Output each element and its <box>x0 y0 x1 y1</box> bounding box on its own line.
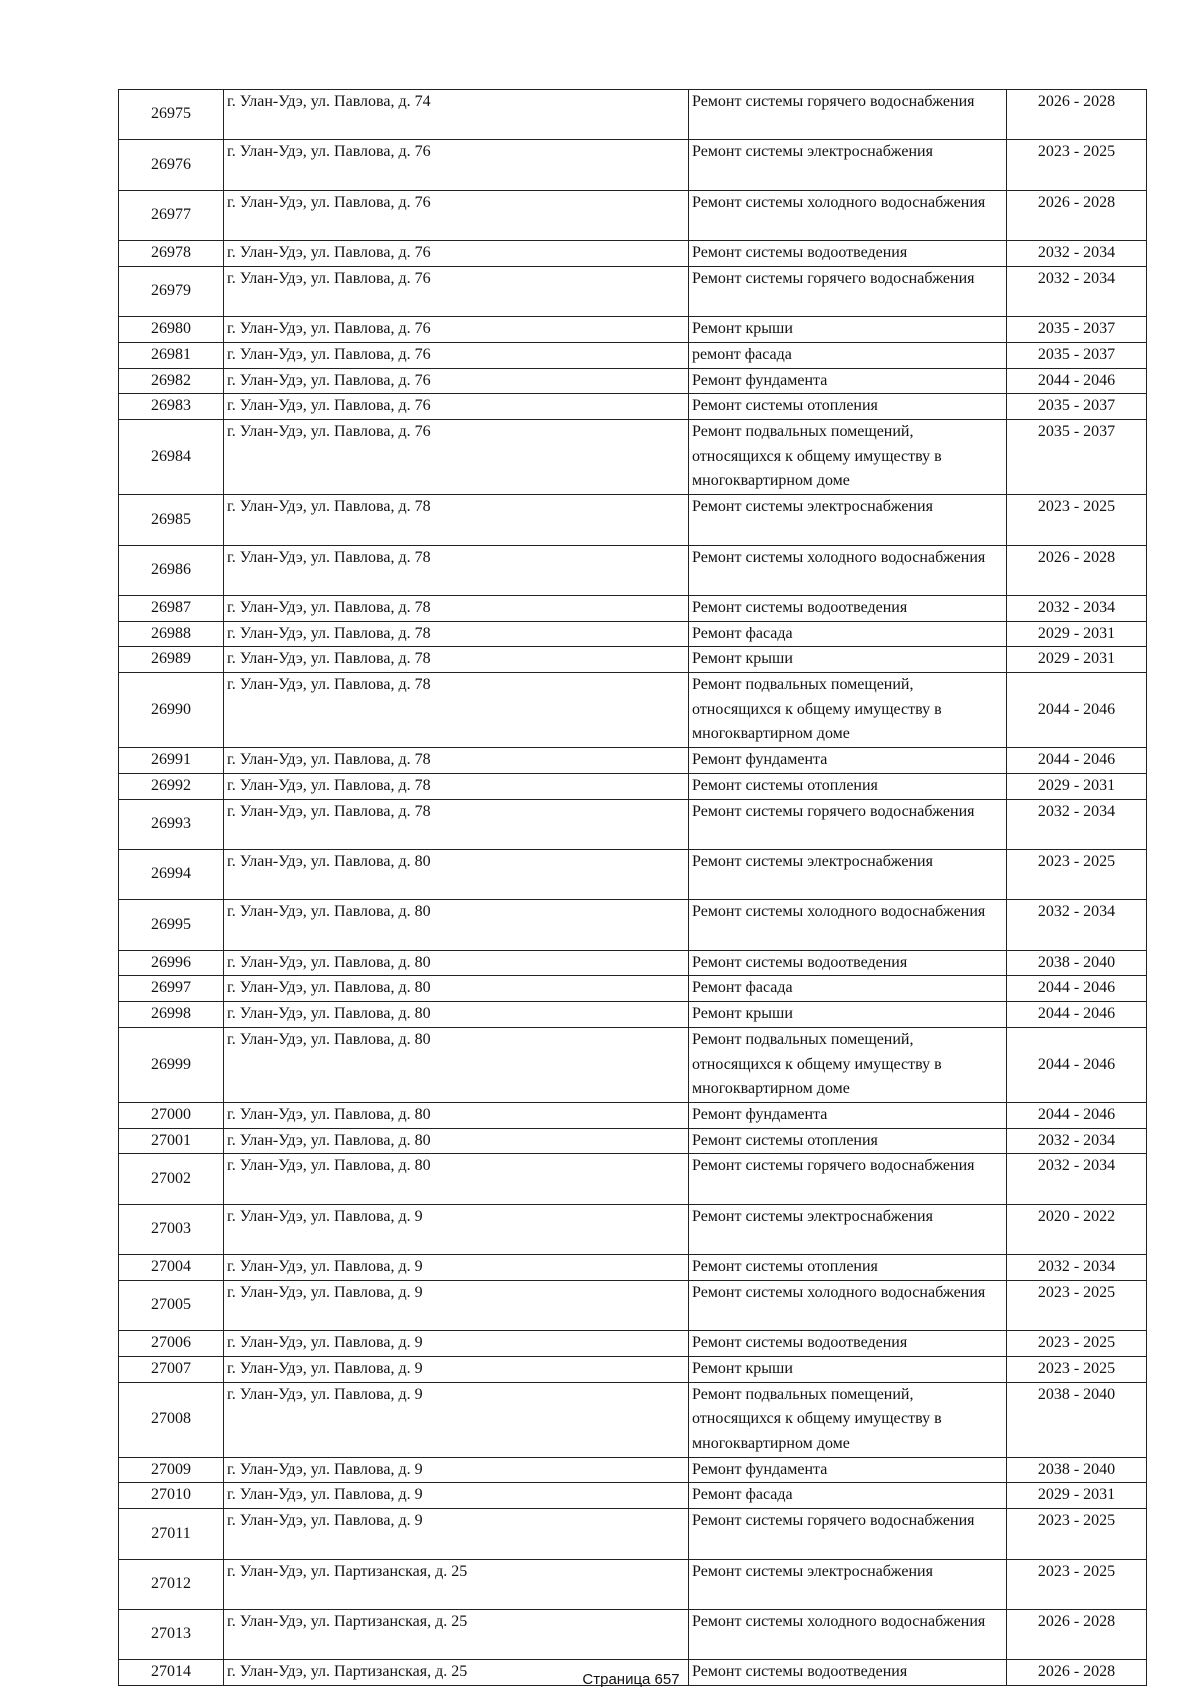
work-type-cell: Ремонт системы электроснабжения <box>689 849 1007 899</box>
period-cell: 2032 - 2034 <box>1007 1128 1147 1154</box>
address-cell: г. Улан-Удэ, ул. Павлова, д. 78 <box>224 647 689 673</box>
table-row <box>119 950 1147 976</box>
period-cell: 2044 - 2046 <box>1007 1027 1147 1102</box>
table-row <box>119 621 1147 647</box>
work-type-cell: Ремонт фундамента <box>689 748 1007 774</box>
table-row <box>119 1483 1147 1509</box>
table-row <box>119 420 1147 495</box>
period-cell: 2020 - 2022 <box>1007 1204 1147 1254</box>
period-cell: 2023 - 2025 <box>1007 1559 1147 1609</box>
row-number: 26981 <box>119 342 224 368</box>
period-cell: 2023 - 2025 <box>1007 1280 1147 1330</box>
period-cell: 2023 - 2025 <box>1007 140 1147 190</box>
row-number: 26997 <box>119 976 224 1002</box>
address-cell: г. Улан-Удэ, ул. Партизанская, д. 25 <box>224 1660 689 1686</box>
capital-repair-table <box>118 89 1147 1686</box>
address-cell: г. Улан-Удэ, ул. Павлова, д. 78 <box>224 621 689 647</box>
period-cell: 2044 - 2046 <box>1007 368 1147 394</box>
period-cell: 2044 - 2046 <box>1007 673 1147 748</box>
row-number: 27003 <box>119 1204 224 1254</box>
period-cell: 2032 - 2034 <box>1007 595 1147 621</box>
work-type-cell: Ремонт фундамента <box>689 1102 1007 1128</box>
work-type-cell: Ремонт системы отопления <box>689 773 1007 799</box>
work-type-cell: Ремонт подвальных помещений, относящихся к общему имуществу в многоквартирном доме <box>689 673 1007 748</box>
address-cell: г. Улан-Удэ, ул. Павлова, д. 9 <box>224 1204 689 1254</box>
address-cell: г. Улан-Удэ, ул. Павлова, д. 78 <box>224 673 689 748</box>
address-cell: г. Улан-Удэ, ул. Павлова, д. 76 <box>224 368 689 394</box>
row-number: 27002 <box>119 1154 224 1204</box>
table-row <box>119 1255 1147 1281</box>
address-cell: г. Улан-Удэ, ул. Павлова, д. 76 <box>224 342 689 368</box>
work-type-cell: Ремонт фундамента <box>689 368 1007 394</box>
period-cell: 2023 - 2025 <box>1007 1356 1147 1382</box>
period-cell: 2032 - 2034 <box>1007 241 1147 267</box>
period-cell: 2035 - 2037 <box>1007 420 1147 495</box>
row-number: 26996 <box>119 950 224 976</box>
work-type-cell: Ремонт системы холодного водоснабжения <box>689 1280 1007 1330</box>
row-number: 26995 <box>119 900 224 950</box>
table-row <box>119 1154 1147 1204</box>
work-type-cell: Ремонт системы электроснабжения <box>689 1204 1007 1254</box>
address-cell: г. Улан-Удэ, ул. Павлова, д. 9 <box>224 1483 689 1509</box>
row-number: 26990 <box>119 673 224 748</box>
row-number: 26984 <box>119 420 224 495</box>
work-type-cell: Ремонт системы водоотведения <box>689 241 1007 267</box>
table-row <box>119 849 1147 899</box>
table-row <box>119 140 1147 190</box>
period-cell: 2029 - 2031 <box>1007 1483 1147 1509</box>
table-row <box>119 1457 1147 1483</box>
work-type-cell: Ремонт системы водоотведения <box>689 595 1007 621</box>
address-cell: г. Улан-Удэ, ул. Павлова, д. 78 <box>224 545 689 595</box>
table-row <box>119 1102 1147 1128</box>
table-row <box>119 673 1147 748</box>
work-type-cell: Ремонт крыши <box>689 317 1007 343</box>
row-number: 27005 <box>119 1280 224 1330</box>
table-row <box>119 595 1147 621</box>
table-row <box>119 495 1147 545</box>
row-number: 27006 <box>119 1331 224 1357</box>
period-cell: 2023 - 2025 <box>1007 849 1147 899</box>
work-type-cell: Ремонт системы горячего водоснабжения <box>689 90 1007 140</box>
address-cell: г. Улан-Удэ, ул. Павлова, д. 9 <box>224 1280 689 1330</box>
table-row <box>119 1331 1147 1357</box>
table-body <box>119 90 1147 1686</box>
period-cell: 2026 - 2028 <box>1007 90 1147 140</box>
work-type-cell: Ремонт системы электроснабжения <box>689 1559 1007 1609</box>
row-number: 26979 <box>119 266 224 316</box>
address-cell: г. Улан-Удэ, ул. Павлова, д. 78 <box>224 799 689 849</box>
period-cell: 2044 - 2046 <box>1007 976 1147 1002</box>
address-cell: г. Улан-Удэ, ул. Павлова, д. 80 <box>224 1154 689 1204</box>
period-cell: 2029 - 2031 <box>1007 773 1147 799</box>
work-type-cell: Ремонт системы холодного водоснабжения <box>689 545 1007 595</box>
period-cell: 2032 - 2034 <box>1007 900 1147 950</box>
work-type-cell: ремонт фасада <box>689 342 1007 368</box>
address-cell: г. Улан-Удэ, ул. Павлова, д. 76 <box>224 317 689 343</box>
address-cell: г. Улан-Удэ, ул. Павлова, д. 80 <box>224 900 689 950</box>
period-cell: 2044 - 2046 <box>1007 1102 1147 1128</box>
work-type-cell: Ремонт системы горячего водоснабжения <box>689 266 1007 316</box>
address-cell: г. Улан-Удэ, ул. Павлова, д. 80 <box>224 1002 689 1028</box>
address-cell: г. Улан-Удэ, ул. Павлова, д. 76 <box>224 140 689 190</box>
table-row <box>119 748 1147 774</box>
page-number: Страница 657 <box>582 1671 680 1688</box>
row-number: 26993 <box>119 799 224 849</box>
period-cell: 2023 - 2025 <box>1007 495 1147 545</box>
row-number: 26976 <box>119 140 224 190</box>
work-type-cell: Ремонт крыши <box>689 1002 1007 1028</box>
work-type-cell: Ремонт подвальных помещений, относящихся к общему имуществу в многоквартирном доме <box>689 1382 1007 1457</box>
address-cell: г. Улан-Удэ, ул. Павлова, д. 78 <box>224 773 689 799</box>
period-cell: 2032 - 2034 <box>1007 799 1147 849</box>
table-row <box>119 1382 1147 1457</box>
work-type-cell: Ремонт системы электроснабжения <box>689 140 1007 190</box>
table-row <box>119 190 1147 240</box>
period-cell: 2032 - 2034 <box>1007 1154 1147 1204</box>
table-row <box>119 241 1147 267</box>
row-number: 27010 <box>119 1483 224 1509</box>
period-cell: 2026 - 2028 <box>1007 1660 1147 1686</box>
period-cell: 2035 - 2037 <box>1007 342 1147 368</box>
address-cell: г. Улан-Удэ, ул. Павлова, д. 80 <box>224 1102 689 1128</box>
row-number: 26991 <box>119 748 224 774</box>
period-cell: 2026 - 2028 <box>1007 545 1147 595</box>
table-row <box>119 545 1147 595</box>
row-number: 26982 <box>119 368 224 394</box>
row-number: 26983 <box>119 394 224 420</box>
row-number: 26978 <box>119 241 224 267</box>
table-row <box>119 1356 1147 1382</box>
row-number: 26992 <box>119 773 224 799</box>
work-type-cell: Ремонт подвальных помещений, относящихся к общему имуществу в многоквартирном доме <box>689 1027 1007 1102</box>
row-number: 27004 <box>119 1255 224 1281</box>
work-type-cell: Ремонт подвальных помещений, относящихся к общему имуществу в многоквартирном доме <box>689 420 1007 495</box>
work-type-cell: Ремонт системы холодного водоснабжения <box>689 900 1007 950</box>
work-type-cell: Ремонт фасада <box>689 621 1007 647</box>
row-number: 27009 <box>119 1457 224 1483</box>
work-type-cell: Ремонт системы отопления <box>689 1128 1007 1154</box>
address-cell: г. Улан-Удэ, ул. Павлова, д. 9 <box>224 1331 689 1357</box>
period-cell: 2044 - 2046 <box>1007 1002 1147 1028</box>
address-cell: г. Улан-Удэ, ул. Павлова, д. 80 <box>224 1027 689 1102</box>
address-cell: г. Улан-Удэ, ул. Павлова, д. 78 <box>224 495 689 545</box>
work-type-cell: Ремонт фундамента <box>689 1457 1007 1483</box>
period-cell: 2029 - 2031 <box>1007 621 1147 647</box>
work-type-cell: Ремонт системы горячего водоснабжения <box>689 799 1007 849</box>
work-type-cell: Ремонт системы отопления <box>689 1255 1007 1281</box>
address-cell: г. Улан-Удэ, ул. Павлова, д. 76 <box>224 420 689 495</box>
work-type-cell: Ремонт системы горячего водоснабжения <box>689 1154 1007 1204</box>
address-cell: г. Улан-Удэ, ул. Павлова, д. 76 <box>224 190 689 240</box>
table-row <box>119 647 1147 673</box>
period-cell: 2032 - 2034 <box>1007 1255 1147 1281</box>
table-row <box>119 1280 1147 1330</box>
table-row <box>119 799 1147 849</box>
row-number: 26989 <box>119 647 224 673</box>
table-row <box>119 900 1147 950</box>
period-cell: 2029 - 2031 <box>1007 647 1147 673</box>
row-number: 26980 <box>119 317 224 343</box>
work-type-cell: Ремонт системы водоотведения <box>689 1331 1007 1357</box>
work-type-cell: Ремонт системы водоотведения <box>689 1660 1007 1686</box>
table-row <box>119 1128 1147 1154</box>
work-type-cell: Ремонт системы водоотведения <box>689 950 1007 976</box>
row-number: 27014 <box>119 1660 224 1686</box>
address-cell: г. Улан-Удэ, ул. Павлова, д. 76 <box>224 266 689 316</box>
row-number: 26975 <box>119 90 224 140</box>
table-row <box>119 342 1147 368</box>
table-row <box>119 1204 1147 1254</box>
table-row <box>119 1027 1147 1102</box>
address-cell: г. Улан-Удэ, ул. Павлова, д. 76 <box>224 394 689 420</box>
address-cell: г. Улан-Удэ, ул. Павлова, д. 80 <box>224 976 689 1002</box>
row-number: 26987 <box>119 595 224 621</box>
row-number: 27007 <box>119 1356 224 1382</box>
address-cell: г. Улан-Удэ, ул. Партизанская, д. 25 <box>224 1609 689 1659</box>
table-row <box>119 1609 1147 1659</box>
row-number: 26985 <box>119 495 224 545</box>
period-cell: 2044 - 2046 <box>1007 748 1147 774</box>
row-number: 27001 <box>119 1128 224 1154</box>
table-row <box>119 394 1147 420</box>
address-cell: г. Улан-Удэ, ул. Павлова, д. 9 <box>224 1457 689 1483</box>
row-number: 27012 <box>119 1559 224 1609</box>
period-cell: 2023 - 2025 <box>1007 1509 1147 1559</box>
table-row <box>119 317 1147 343</box>
address-cell: г. Улан-Удэ, ул. Партизанская, д. 25 <box>224 1559 689 1609</box>
table-row <box>119 368 1147 394</box>
period-cell: 2035 - 2037 <box>1007 394 1147 420</box>
row-number: 26977 <box>119 190 224 240</box>
table-row <box>119 773 1147 799</box>
period-cell: 2038 - 2040 <box>1007 950 1147 976</box>
work-type-cell: Ремонт системы отопления <box>689 394 1007 420</box>
period-cell: 2032 - 2034 <box>1007 266 1147 316</box>
address-cell: г. Улан-Удэ, ул. Павлова, д. 9 <box>224 1356 689 1382</box>
address-cell: г. Улан-Удэ, ул. Павлова, д. 80 <box>224 1128 689 1154</box>
work-type-cell: Ремонт крыши <box>689 647 1007 673</box>
table-row <box>119 1559 1147 1609</box>
table-row <box>119 266 1147 316</box>
period-cell: 2026 - 2028 <box>1007 1609 1147 1659</box>
period-cell: 2026 - 2028 <box>1007 190 1147 240</box>
row-number: 26988 <box>119 621 224 647</box>
table-row <box>119 976 1147 1002</box>
row-number: 26999 <box>119 1027 224 1102</box>
row-number: 27008 <box>119 1382 224 1457</box>
period-cell: 2038 - 2040 <box>1007 1382 1147 1457</box>
period-cell: 2035 - 2037 <box>1007 317 1147 343</box>
table-row <box>119 90 1147 140</box>
period-cell: 2038 - 2040 <box>1007 1457 1147 1483</box>
work-type-cell: Ремонт системы электроснабжения <box>689 495 1007 545</box>
address-cell: г. Улан-Удэ, ул. Павлова, д. 9 <box>224 1255 689 1281</box>
row-number: 26986 <box>119 545 224 595</box>
work-type-cell: Ремонт системы холодного водоснабжения <box>689 1609 1007 1659</box>
table-row <box>119 1509 1147 1559</box>
period-cell: 2023 - 2025 <box>1007 1331 1147 1357</box>
address-cell: г. Улан-Удэ, ул. Павлова, д. 78 <box>224 595 689 621</box>
row-number: 27000 <box>119 1102 224 1128</box>
address-cell: г. Улан-Удэ, ул. Павлова, д. 80 <box>224 849 689 899</box>
row-number: 26994 <box>119 849 224 899</box>
row-number: 26998 <box>119 1002 224 1028</box>
address-cell: г. Улан-Удэ, ул. Павлова, д. 78 <box>224 748 689 774</box>
address-cell: г. Улан-Удэ, ул. Павлова, д. 74 <box>224 90 689 140</box>
row-number: 27013 <box>119 1609 224 1659</box>
work-type-cell: Ремонт крыши <box>689 1356 1007 1382</box>
address-cell: г. Улан-Удэ, ул. Павлова, д. 9 <box>224 1509 689 1559</box>
work-type-cell: Ремонт фасада <box>689 1483 1007 1509</box>
work-type-cell: Ремонт системы горячего водоснабжения <box>689 1509 1007 1559</box>
row-number: 27011 <box>119 1509 224 1559</box>
address-cell: г. Улан-Удэ, ул. Павлова, д. 9 <box>224 1382 689 1457</box>
table-row <box>119 1002 1147 1028</box>
address-cell: г. Улан-Удэ, ул. Павлова, д. 80 <box>224 950 689 976</box>
work-type-cell: Ремонт системы холодного водоснабжения <box>689 190 1007 240</box>
address-cell: г. Улан-Удэ, ул. Павлова, д. 76 <box>224 241 689 267</box>
work-type-cell: Ремонт фасада <box>689 976 1007 1002</box>
